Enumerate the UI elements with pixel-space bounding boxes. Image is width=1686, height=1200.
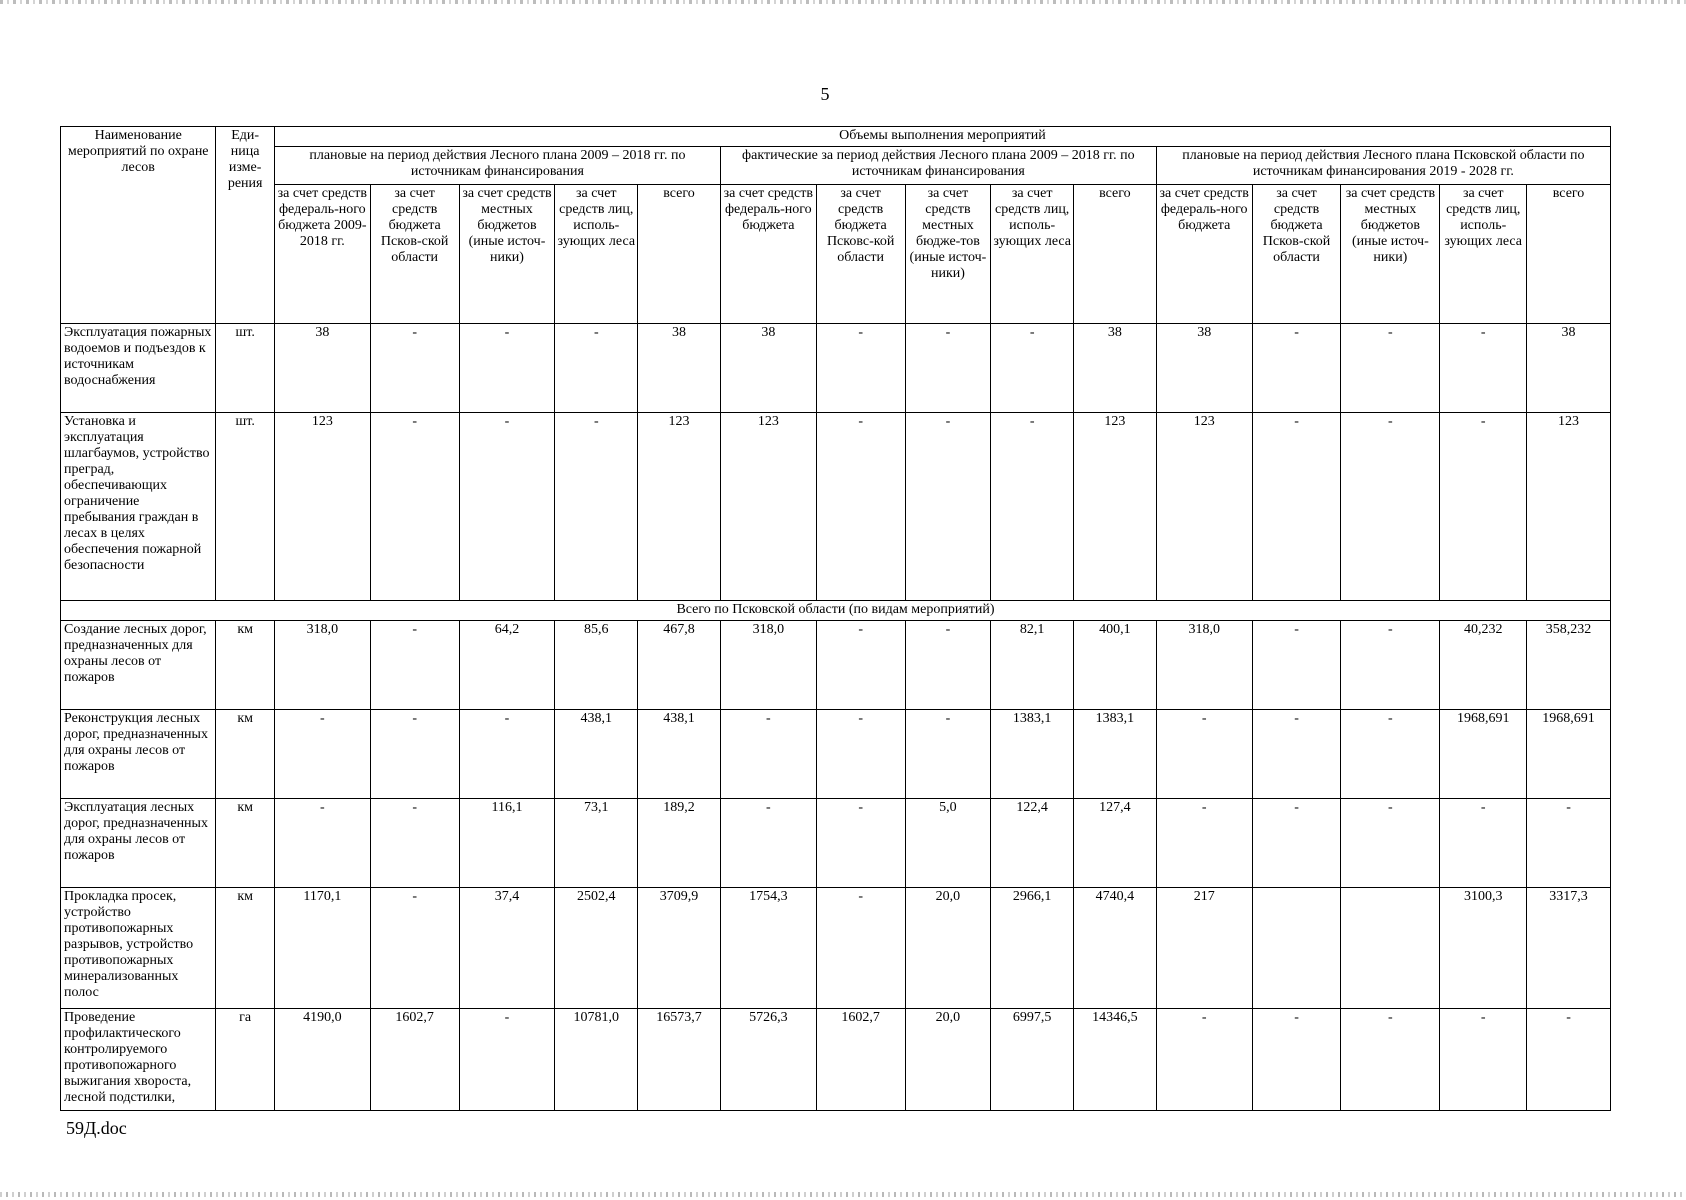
table-row bbox=[61, 621, 1611, 710]
row-value-cell: 318,0 bbox=[720, 621, 816, 710]
row-value-cell: 1383,1 bbox=[1074, 710, 1157, 799]
row-value-cell: 116,1 bbox=[459, 799, 555, 888]
row-value-cell: - bbox=[1156, 1009, 1252, 1111]
row-value-cell: - bbox=[816, 621, 905, 710]
header-subgroup-actual-2009: фактические за период действия Лесного плана 2009 – 2018 гг. по источникам финансирования bbox=[720, 147, 1156, 185]
row-value-cell: - bbox=[555, 413, 638, 601]
row-value-cell: 82,1 bbox=[991, 621, 1074, 710]
row-value-cell: 318,0 bbox=[274, 621, 370, 710]
header-source-2-4: всего bbox=[1527, 185, 1611, 324]
row-value-cell: 123 bbox=[638, 413, 721, 601]
row-value-cell: 318,0 bbox=[1156, 621, 1252, 710]
row-value-cell: 122,4 bbox=[991, 799, 1074, 888]
row-value-cell: - bbox=[274, 799, 370, 888]
row-value-cell: 64,2 bbox=[459, 621, 555, 710]
row-value-cell: 3317,3 bbox=[1527, 888, 1611, 1009]
row-value-cell: - bbox=[274, 710, 370, 799]
row-value-cell: - bbox=[816, 799, 905, 888]
row-value-cell: 438,1 bbox=[638, 710, 721, 799]
page-number: 5 bbox=[820, 84, 830, 104]
row-value-cell: - bbox=[1440, 1009, 1527, 1111]
table-row bbox=[61, 888, 1611, 1009]
row-activity-name: Создание лесных дорог, предназначенных для охраны лесов от пожаров bbox=[61, 621, 216, 710]
row-value-cell: 10781,0 bbox=[555, 1009, 638, 1111]
row-value-cell: - bbox=[370, 324, 459, 413]
header-source-0-4: всего bbox=[638, 185, 721, 324]
row-value-cell: - bbox=[816, 888, 905, 1009]
row-value-cell: - bbox=[459, 1009, 555, 1111]
row-value-cell: - bbox=[1252, 799, 1341, 888]
row-value-cell: - bbox=[720, 710, 816, 799]
table-row bbox=[61, 413, 1611, 601]
row-value-cell: - bbox=[370, 799, 459, 888]
row-value-cell: 358,232 bbox=[1527, 621, 1611, 710]
row-value-cell: - bbox=[991, 324, 1074, 413]
row-value-cell: 1383,1 bbox=[991, 710, 1074, 799]
row-value-cell: 38 bbox=[274, 324, 370, 413]
row-value-cell: - bbox=[905, 710, 991, 799]
row-value-cell: - bbox=[1252, 413, 1341, 601]
row-value-cell: - bbox=[1341, 413, 1440, 601]
row-value-cell: 20,0 bbox=[905, 1009, 991, 1111]
row-value-cell: - bbox=[370, 413, 459, 601]
row-value-cell: - bbox=[1156, 710, 1252, 799]
row-value-cell: 37,4 bbox=[459, 888, 555, 1009]
row-value-cell: 38 bbox=[638, 324, 721, 413]
header-source-0-2: за счет средств местных бюджетов (иные источ-ники) bbox=[459, 185, 555, 324]
header-source-0-0: за счет средств федераль-ного бюджета 2009-2018 гг. bbox=[274, 185, 370, 324]
row-value-cell: 1602,7 bbox=[370, 1009, 459, 1111]
row-value-cell: 5726,3 bbox=[720, 1009, 816, 1111]
row-value-cell: - bbox=[905, 324, 991, 413]
row-activity-name: Установка и эксплуатация шлагбаумов, устройство преград, обеспечивающих ограничение пребывания граждан в лесах в целях обеспечения пожарной безопасности bbox=[61, 413, 216, 601]
row-value-cell: 3709,9 bbox=[638, 888, 721, 1009]
row-value-cell: - bbox=[816, 413, 905, 601]
row-activity-name: Прокладка просек, устройство противопожарных разрывов, устройство противопожарных минерализованных полос bbox=[61, 888, 216, 1009]
forest-protection-table bbox=[60, 126, 1611, 1111]
row-value-cell: 38 bbox=[1527, 324, 1611, 413]
row-value-cell: 1170,1 bbox=[274, 888, 370, 1009]
row-activity-name: Реконструкция лесных дорог, предназначенных для охраны лесов от пожаров bbox=[61, 710, 216, 799]
row-value-cell: 2966,1 bbox=[991, 888, 1074, 1009]
scan-edge-top bbox=[0, 0, 1686, 4]
row-value-cell: 123 bbox=[1156, 413, 1252, 601]
row-value-cell: 73,1 bbox=[555, 799, 638, 888]
row-value-cell: 467,8 bbox=[638, 621, 721, 710]
row-value-cell bbox=[1341, 888, 1440, 1009]
row-value-cell: - bbox=[1341, 621, 1440, 710]
row-value-cell: 127,4 bbox=[1074, 799, 1157, 888]
row-value-cell: - bbox=[459, 413, 555, 601]
header-source-1-4: всего bbox=[1074, 185, 1157, 324]
row-unit: км bbox=[216, 710, 275, 799]
row-value-cell: - bbox=[1341, 710, 1440, 799]
table-row bbox=[61, 1009, 1611, 1111]
row-value-cell: - bbox=[720, 799, 816, 888]
row-value-cell bbox=[1252, 888, 1341, 1009]
row-value-cell: - bbox=[1341, 1009, 1440, 1111]
row-value-cell: 2502,4 bbox=[555, 888, 638, 1009]
row-value-cell: - bbox=[991, 413, 1074, 601]
header-source-2-2: за счет средств местных бюджетов (иные источ-ники) bbox=[1341, 185, 1440, 324]
row-value-cell: 400,1 bbox=[1074, 621, 1157, 710]
row-value-cell: 38 bbox=[1156, 324, 1252, 413]
row-activity-name: Проведение профилактического контролируемого противопожарного выжигания хвороста, лесной подстилки, bbox=[61, 1009, 216, 1111]
row-value-cell: 38 bbox=[720, 324, 816, 413]
row-unit: га bbox=[216, 1009, 275, 1111]
header-source-2-3: за счет средств лиц, исполь-зующих леса bbox=[1440, 185, 1527, 324]
row-value-cell: 85,6 bbox=[555, 621, 638, 710]
row-unit: шт. bbox=[216, 324, 275, 413]
row-value-cell: 16573,7 bbox=[638, 1009, 721, 1111]
row-value-cell: 217 bbox=[1156, 888, 1252, 1009]
row-value-cell: - bbox=[816, 710, 905, 799]
section-title: Всего по Псковской области (по видам мероприятий) bbox=[61, 601, 1611, 621]
row-value-cell: 189,2 bbox=[638, 799, 721, 888]
row-value-cell: - bbox=[370, 710, 459, 799]
table-row bbox=[61, 324, 1611, 413]
row-value-cell: 1602,7 bbox=[816, 1009, 905, 1111]
row-value-cell: 4190,0 bbox=[274, 1009, 370, 1111]
header-source-1-2: за счет средств местных бюдже-тов (иные источ-ники) bbox=[905, 185, 991, 324]
row-value-cell: 4740,4 bbox=[1074, 888, 1157, 1009]
row-unit: км bbox=[216, 799, 275, 888]
row-value-cell: 14346,5 bbox=[1074, 1009, 1157, 1111]
header-subgroup-planned-2019: плановые на период действия Лесного плана Псковской области по источникам финансирования 2019 - 2028 гг. bbox=[1156, 147, 1610, 185]
header-source-1-1: за счет средств бюджета Псковс-кой области bbox=[816, 185, 905, 324]
row-value-cell: 123 bbox=[274, 413, 370, 601]
row-unit: шт. bbox=[216, 413, 275, 601]
row-value-cell: - bbox=[905, 621, 991, 710]
header-source-0-3: за счет средств лиц, исполь-зующих леса bbox=[555, 185, 638, 324]
row-value-cell: 6997,5 bbox=[991, 1009, 1074, 1111]
row-value-cell: - bbox=[1252, 621, 1341, 710]
row-value-cell: 1968,691 bbox=[1440, 710, 1527, 799]
row-value-cell: 5,0 bbox=[905, 799, 991, 888]
header-activity-name: Наименование мероприятий по охране лесов bbox=[61, 127, 216, 324]
row-value-cell: 123 bbox=[1074, 413, 1157, 601]
header-source-2-1: за счет средств бюджета Псков-ской области bbox=[1252, 185, 1341, 324]
row-value-cell: - bbox=[1252, 324, 1341, 413]
row-value-cell: - bbox=[905, 413, 991, 601]
header-group-title: Объемы выполнения мероприятий bbox=[274, 127, 1610, 147]
header-source-1-3: за счет средств лиц, исполь-зующих леса bbox=[991, 185, 1074, 324]
header-source-0-1: за счет средств бюджета Псков-ской области bbox=[370, 185, 459, 324]
row-value-cell: 20,0 bbox=[905, 888, 991, 1009]
row-value-cell: - bbox=[370, 621, 459, 710]
row-unit: км bbox=[216, 621, 275, 710]
scan-edge-bottom bbox=[0, 1192, 1686, 1197]
row-value-cell: 438,1 bbox=[555, 710, 638, 799]
header-source-1-0: за счет средств федераль-ного бюджета bbox=[720, 185, 816, 324]
row-value-cell: - bbox=[1341, 324, 1440, 413]
row-value-cell: 38 bbox=[1074, 324, 1157, 413]
row-value-cell: 123 bbox=[720, 413, 816, 601]
row-value-cell: - bbox=[1440, 799, 1527, 888]
table-row bbox=[61, 799, 1611, 888]
row-value-cell: - bbox=[816, 324, 905, 413]
header-source-2-0: за счет средств федераль-ного бюджета bbox=[1156, 185, 1252, 324]
row-value-cell: - bbox=[1341, 799, 1440, 888]
row-value-cell: - bbox=[1252, 1009, 1341, 1111]
table-row bbox=[61, 710, 1611, 799]
row-activity-name: Эксплуатация лесных дорог, предназначенных для охраны лесов от пожаров bbox=[61, 799, 216, 888]
row-value-cell: 1754,3 bbox=[720, 888, 816, 1009]
row-value-cell: - bbox=[1252, 710, 1341, 799]
row-value-cell: 1968,691 bbox=[1527, 710, 1611, 799]
row-unit: км bbox=[216, 888, 275, 1009]
row-value-cell: - bbox=[1440, 413, 1527, 601]
row-value-cell: 123 bbox=[1527, 413, 1611, 601]
row-value-cell: - bbox=[459, 324, 555, 413]
row-value-cell: - bbox=[1527, 799, 1611, 888]
row-value-cell: - bbox=[1527, 1009, 1611, 1111]
header-unit: Еди-ница изме-рения bbox=[216, 127, 275, 324]
footer-filename: 59Д.doc bbox=[66, 1118, 127, 1138]
row-value-cell: - bbox=[459, 710, 555, 799]
row-value-cell: - bbox=[1156, 799, 1252, 888]
row-value-cell: - bbox=[1440, 324, 1527, 413]
row-activity-name: Эксплуатация пожарных водоемов и подъездов к источникам водоснабжения bbox=[61, 324, 216, 413]
row-value-cell: 3100,3 bbox=[1440, 888, 1527, 1009]
row-value-cell: 40,232 bbox=[1440, 621, 1527, 710]
row-value-cell: - bbox=[370, 888, 459, 1009]
row-value-cell: - bbox=[555, 324, 638, 413]
header-subgroup-planned-2009: плановые на период действия Лесного плана 2009 – 2018 гг. по источникам финансирования bbox=[274, 147, 720, 185]
